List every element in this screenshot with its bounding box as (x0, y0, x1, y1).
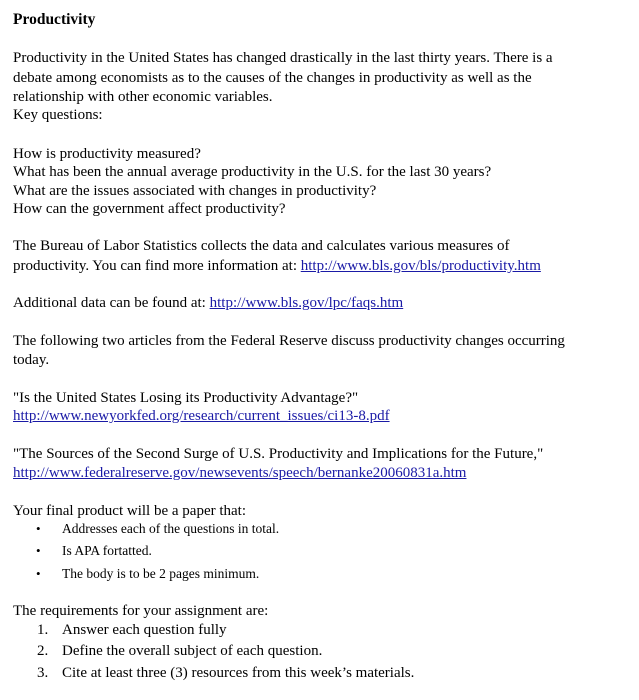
question-3: What are the issues associated with changes in productivity? (13, 183, 377, 199)
key-questions-label: Key questions: (13, 107, 103, 123)
requirement-1-number: 1. (37, 622, 49, 638)
bls-productivity-link[interactable]: http://www.bls.gov/bls/productivity.htm (300, 258, 541, 274)
bls-line-2 (13, 257, 541, 275)
requirement-3-text: Cite at least three (3) resources from this week’s materials. (62, 665, 415, 681)
additional-data-line (13, 294, 403, 312)
article-1-line (13, 407, 390, 425)
fed-intro-line-2: today. (13, 352, 50, 368)
question-1: How is productivity measured? (13, 146, 201, 162)
requirement-2-text: Define the overall subject of each question. (62, 643, 323, 659)
final-product-item-2: Is APA fortatted. (62, 543, 152, 558)
article-2-title: "The Sources of the Second Surge of U.S. Productivity and Implications for the Future," (13, 446, 544, 462)
additional-data-text: Additional data can be found at: (13, 295, 210, 311)
page-title: Productivity (13, 11, 96, 28)
question-2: What has been the annual average productivity in the U.S. for the last 30 years? (13, 164, 492, 180)
bls-line-2-text: productivity. You can find more information at: (13, 258, 301, 274)
requirement-3-number: 3. (37, 665, 49, 681)
requirements-heading: The requirements for your assignment are: (13, 603, 269, 619)
intro-line-2: debate among economists as to the causes of the changes in productivity as well as the (13, 70, 532, 86)
bullet-icon: • (36, 521, 41, 536)
final-product-item-1: Addresses each of the questions in total. (62, 521, 280, 536)
final-product-item-3: The body is to be 2 pages minimum. (62, 566, 260, 581)
intro-line-3: relationship with other economic variables. (13, 89, 273, 105)
bls-line-1: The Bureau of Labor Statistics collects the data and calculates various measures of (13, 238, 510, 254)
question-4: How can the government affect productivity? (13, 201, 286, 217)
requirement-1-text: Answer each question fully (62, 622, 227, 638)
article-2-line (13, 464, 466, 482)
bullet-icon: • (36, 543, 41, 558)
article-2-link[interactable]: http://www.federalreserve.gov/newsevents/speech/bernanke20060831a.htm (13, 465, 467, 481)
article-1-title: "Is the United States Losing its Productivity Advantage?" (13, 390, 359, 406)
article-1-link[interactable]: http://www.newyorkfed.org/research/current_issues/ci13-8.pdf (13, 408, 390, 424)
bls-faqs-link[interactable]: http://www.bls.gov/lpc/faqs.htm (209, 295, 404, 311)
bullet-icon: • (36, 566, 41, 581)
final-product-heading: Your final product will be a paper that: (13, 503, 247, 519)
intro-line-1: Productivity in the United States has changed drastically in the last thirty years. There is a (13, 50, 553, 66)
requirement-2-number: 2. (37, 643, 49, 659)
fed-intro-line-1: The following two articles from the Federal Reserve discuss productivity changes occurring (13, 333, 565, 349)
